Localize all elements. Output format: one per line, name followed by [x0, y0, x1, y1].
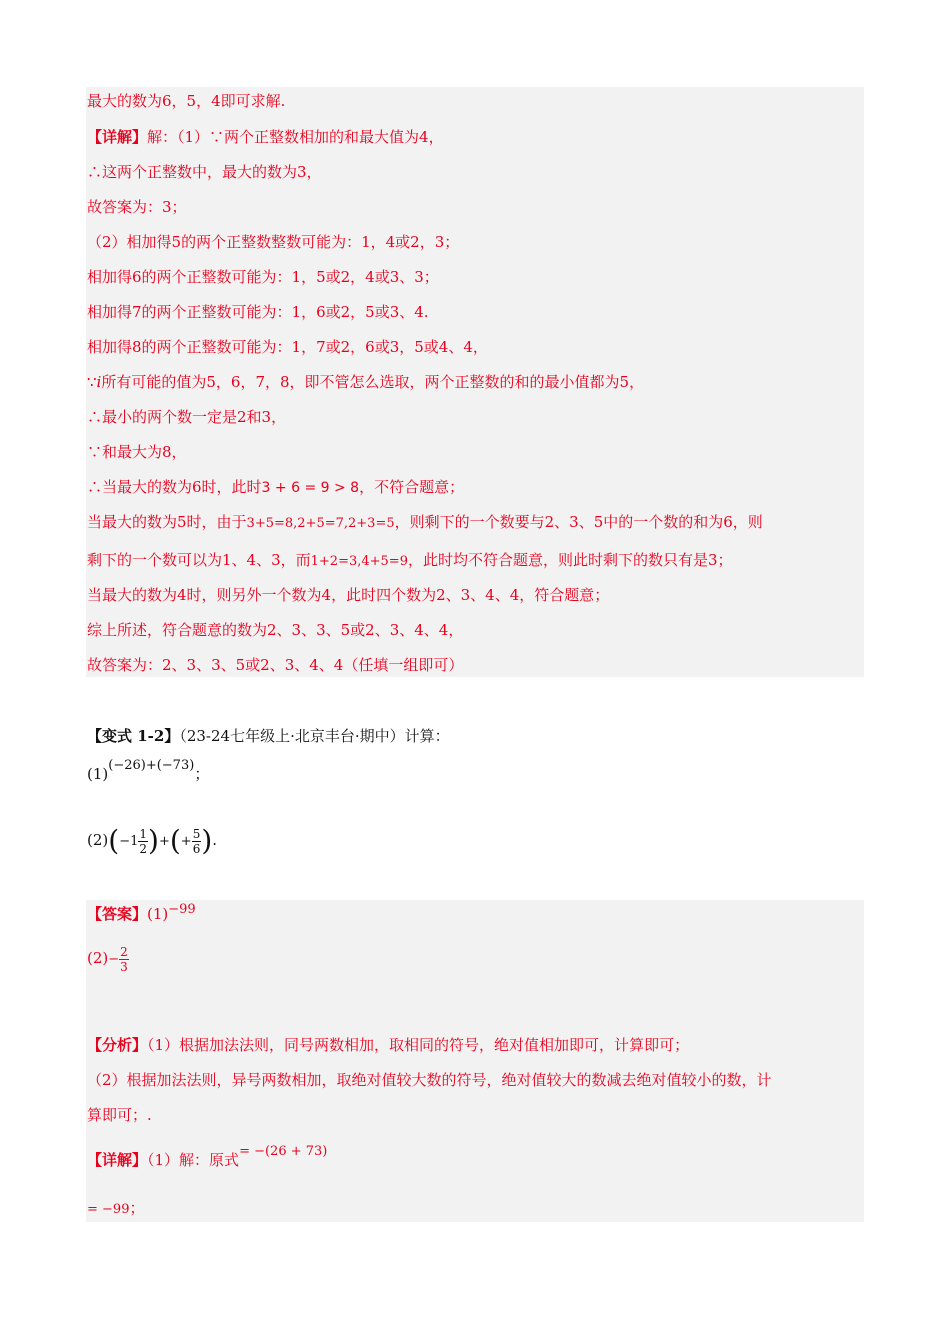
- answer-line-1: 【答案】(1)−99: [87, 902, 196, 923]
- answer-line-2: (2)− $\frac{2}{3}$: [87, 944, 128, 974]
- analysis-line-1: 【分析】（1）根据加法法则，同号两数相加，取相同的符号，绝对值相加即可，计算即可；: [87, 1036, 690, 1054]
- sec1-line-5: （2）相加得5的两个正整数整数可能为：1，4或2，3；: [87, 233, 460, 251]
- sec1-line-8: 相加得8的两个正整数可能为：1，7或2，6或3，5或4、4，: [87, 338, 488, 356]
- sec1-line-10: ∴最小的两个数一定是2和3，: [87, 408, 287, 426]
- question-1: (1)(−26)+(−73)；: [87, 758, 210, 783]
- variant-tag: 【变式 1-2】: [87, 727, 180, 745]
- answer-block: [86, 900, 864, 1222]
- sec1-line-12: ∴当最大的数为6时，此时3 + 6 = 9 > 8，不符合题意；: [87, 478, 465, 496]
- sec1-line-17: 故答案为：2、3、3、5或2、3、4、4（任填一组即可）: [87, 656, 464, 674]
- detail-line-1: 【详解】（1）解：原式= −(26 + 73): [87, 1144, 328, 1169]
- sec1-line-1: 最大的数为6，5，4即可求解.: [87, 92, 286, 110]
- sec1-line-3: ∴这两个正整数中，最大的数为3，: [87, 163, 322, 181]
- sec1-line-7: 相加得7的两个正整数可能为：1，6或2，5或3、4.: [87, 303, 429, 321]
- analysis-line-2: （2）根据加法法则，异号两数相加，取绝对值较大数的符号，绝对值较大的数减去绝对值较小的数，计: [87, 1071, 772, 1089]
- sec1-line-11: ∵和最大为8，: [87, 443, 187, 461]
- detail-line-2: = −99；: [87, 1199, 145, 1217]
- analysis-line-3: 算即可；.: [87, 1106, 152, 1124]
- sec1-line-13: 当最大的数为5时，由于3+5=8,2+5=7,2+3=5，则剩下的一个数要与2、3、5中的一个数的和为6，则: [87, 513, 763, 531]
- sec1-line-4: 故答案为：3；: [87, 198, 187, 216]
- sec1-line-9: ∵i所有可能的值为5，6，7，8，即不管怎么选取，两个正整数的和的最小值都为5，: [87, 373, 645, 391]
- answer-tag: 【答案】: [87, 905, 148, 923]
- sec1-line-2: 【详解】解：（1）∵两个正整数相加的和最大值为4，: [87, 128, 444, 146]
- analysis-tag: 【分析】: [87, 1036, 148, 1054]
- detail-tag: 【详解】: [87, 128, 148, 146]
- sec1-line-6: 相加得6的两个正整数可能为：1，5或2，4或3、3；: [87, 268, 439, 286]
- q2-fraction-1: $\frac{1}{2}$: [139, 826, 147, 856]
- sec1-line-16: 综上所述，符合题意的数为2、3、3、5或2、3、4、4，: [87, 621, 464, 639]
- detail-tag-2: 【详解】: [87, 1151, 148, 1169]
- answer-fraction: $\frac{2}{3}$: [120, 944, 128, 974]
- variant-heading: 【变式 1-2】（23-24七年级上·北京丰台·期中）计算：: [87, 727, 450, 745]
- q1-expression: (−26)+(−73): [108, 758, 195, 773]
- question-2: (2)(−1 $\frac{1}{2}$ )+(+ $\frac{5}{6}$ ).: [87, 824, 218, 857]
- sec1-line-15: 当最大的数为4时，则另外一个数为4，此时四个数为2、3、4、4，符合题意；: [87, 586, 610, 604]
- q2-fraction-2: $\frac{5}{6}$: [192, 826, 201, 856]
- sec1-line-14: 剩下的一个数可以为1、4、3，而1+2=3,4+5=9，此时均不符合题意，则此时剩下的数只有是3；: [87, 551, 733, 569]
